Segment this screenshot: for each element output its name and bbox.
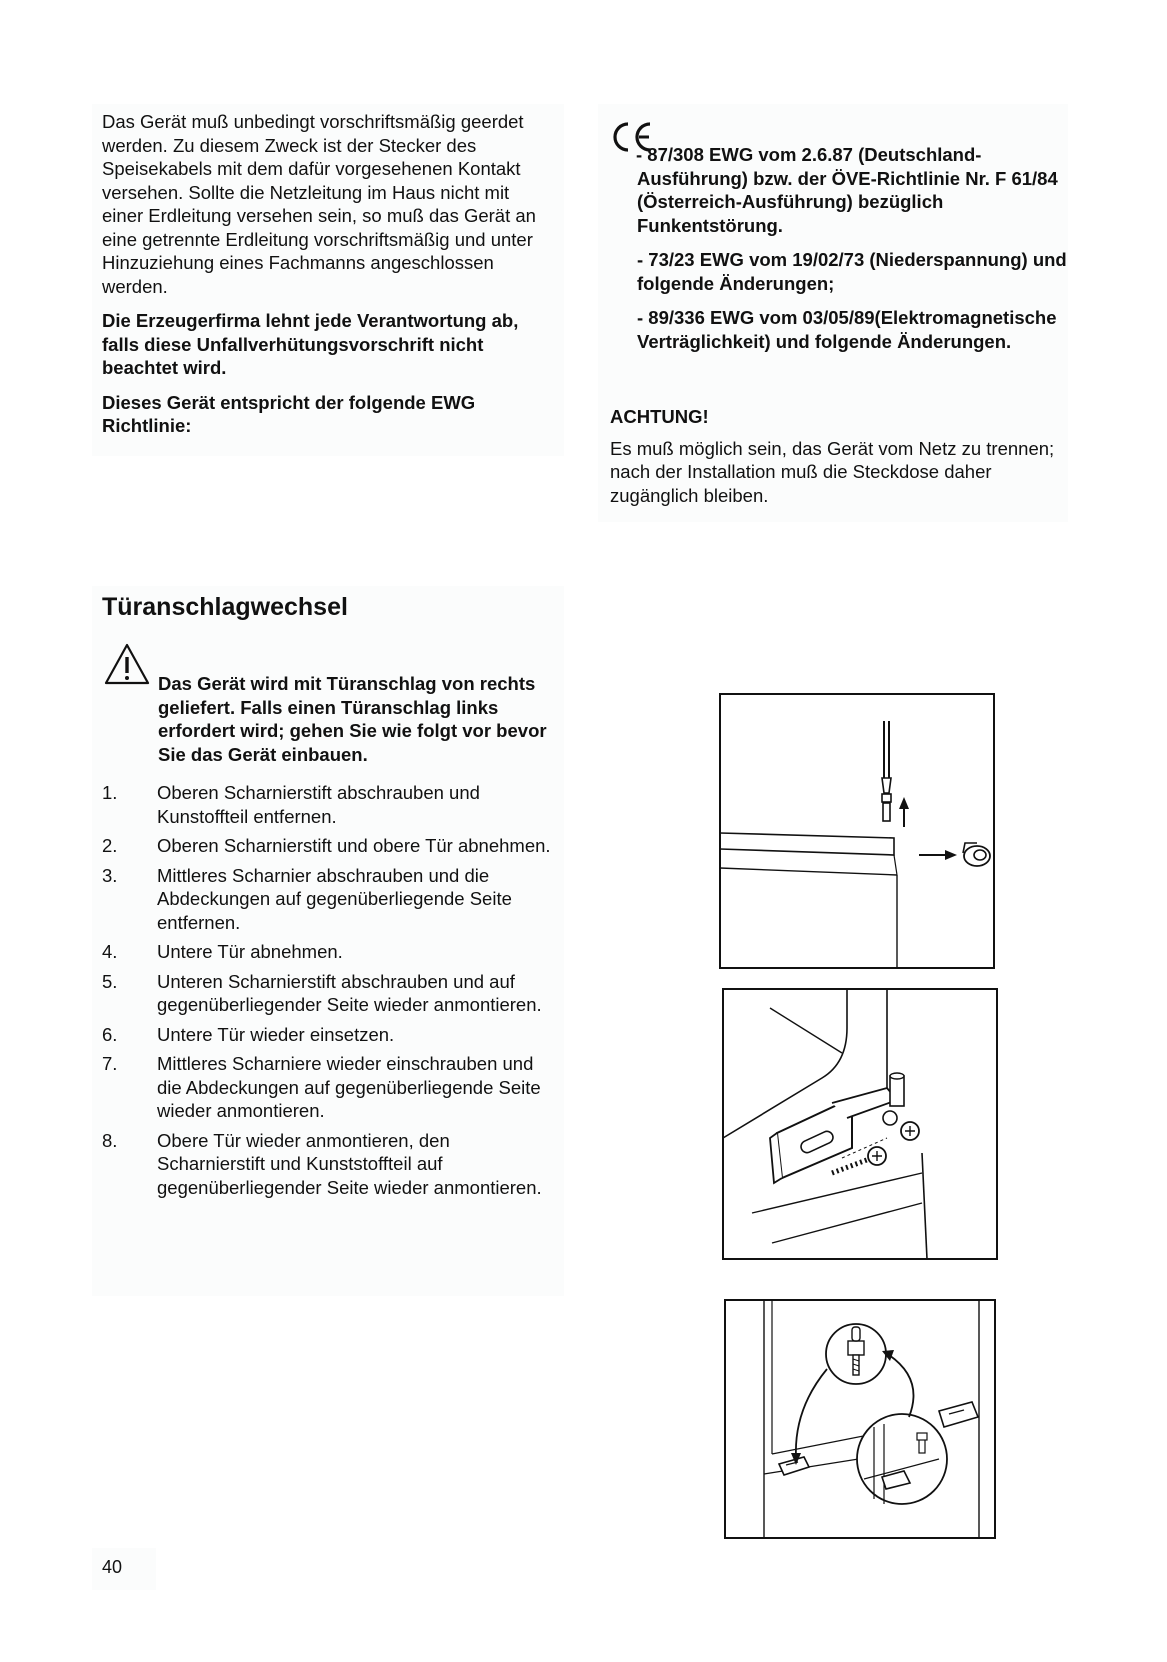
list-item	[102, 864, 562, 935]
step-text: Untere Tür wieder einsetzen.	[157, 1023, 395, 1045]
list-item	[102, 970, 562, 1017]
step-text: Oberen Scharnierstift abschrauben und Kunstoffteil entfernen.	[157, 782, 480, 827]
list-item	[102, 834, 562, 858]
step-number: 5.	[102, 970, 118, 992]
grounding-notice	[102, 110, 552, 449]
step-text: Mittleres Scharnier abschrauben und die Abdeckungen auf gegenüberliegende Seite entfernen.	[157, 864, 512, 933]
step-text: Obere Tür wieder anmontieren, den Scharnierstift und Kunststoffteil auf gegenüberliegender Seite wieder anmontieren.	[157, 1129, 542, 1198]
page-number: 40	[102, 1557, 123, 1577]
ewg-item: - 87/308 EWG vom 2.6.87 (Deutschland-Ausführung) bzw. der ÖVE-Richtlinie Nr. F 61/84 (Österreich-Ausführung) bezüglich Funkentstörung.	[636, 144, 1058, 236]
step-number: 6.	[102, 1023, 118, 1045]
achtung-title: ACHTUNG!	[610, 406, 709, 427]
step-number: 3.	[102, 864, 118, 886]
grounding-paragraph: Das Gerät muß unbedingt vorschriftsmäßig geerdet werden. Zu diesem Zweck ist der Stecker des Speisekabels mit dem dafür vorgesehenen Kontakt versehen. Sollte die Netzleitung im Haus nicht mit einer Erdleitung versehen sein, so muß das Gerät an eine getrennte Erdleitung vorschriftsmäßig und unter Hinzuziehung eines Fachmanns angeschlossen werden.	[102, 111, 536, 297]
list-item	[102, 1023, 562, 1047]
achtung-text: Es muß möglich sein, das Gerät vom Netz zu trennen; nach der Installation muß die Steckdose daher zugänglich bleiben.	[610, 437, 1055, 506]
liability-paragraph: Die Erzeugerfirma lehnt jede Verantwortung ab, falls diese Unfallverhütungsvorschrift nicht beachtet wird.	[102, 310, 519, 378]
step-text: Mittleres Scharniere wieder einschrauben und die Abdeckungen auf gegenüberliegende Seite wieder anmontieren.	[157, 1053, 541, 1121]
step-text: Unteren Scharnierstift abschrauben und auf gegenüberliegender Seite wieder anmontieren.	[157, 970, 542, 1015]
step-text: Untere Tür abnehmen.	[157, 941, 343, 962]
achtung-notice	[610, 405, 1070, 507]
warning-triangle-icon	[104, 643, 150, 685]
step-number: 1.	[102, 782, 118, 803]
bottom-hinge-illustration	[724, 1299, 996, 1539]
top-hinge-illustration	[719, 693, 995, 969]
step-number: 4.	[102, 941, 118, 962]
list-item	[102, 940, 562, 964]
list-item	[102, 1052, 562, 1123]
step-text: Oberen Scharnierstift und obere Tür abnehmen.	[157, 835, 551, 856]
ewg-item: - 73/23 EWG vom 19/02/73 (Niederspannung) und folgende Änderungen;	[637, 249, 1067, 294]
ewg-item: - 89/336 EWG vom 03/05/89(Elektromagnetische Verträglichkeit) und folgende Änderungen.	[637, 307, 1057, 352]
list-item	[102, 781, 562, 828]
section-title: Türanschlagwechsel	[102, 593, 348, 621]
directive-intro-paragraph: Dieses Gerät entspricht der folgende EWG Richtlinie:	[102, 391, 476, 436]
middle-hinge-illustration	[722, 988, 998, 1260]
ewg-list	[637, 143, 1067, 364]
step-number: 7.	[102, 1053, 118, 1074]
step-number: 8.	[102, 1129, 118, 1151]
step-number: 2.	[102, 835, 118, 856]
steps-list	[102, 781, 562, 1205]
list-item	[102, 1129, 562, 1200]
warning-text: Das Gerät wird mit Türanschlag von rechts geliefert. Falls einen Türanschlag links erfordert wird; gehen Sie wie folgt vor bevor Sie das Gerät einbauen.	[158, 673, 547, 765]
